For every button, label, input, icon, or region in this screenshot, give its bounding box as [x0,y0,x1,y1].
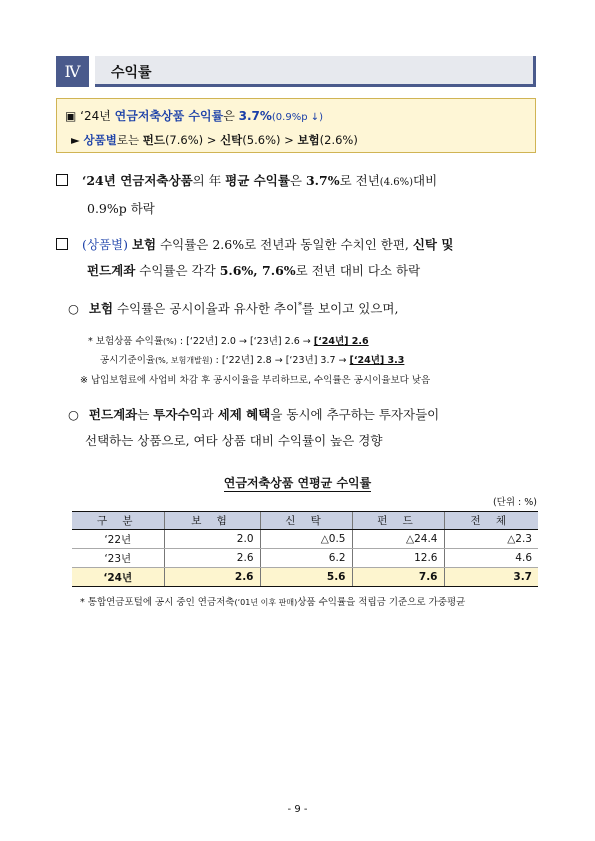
para-text: 5.6%, 7.6% [219,263,296,278]
summary-highlight: 상품별 [83,133,117,147]
footnote-marker: * [298,301,303,310]
circle-bullet-icon: ○ [68,301,79,317]
table-cell: 6.2 [260,549,352,568]
summary-text: (5.6%) > [242,133,298,147]
table-header: 보 험 [164,512,260,530]
para-text: 은 [289,173,306,188]
note-remark: ※ 납입보험료에 사업비 차감 후 공시이율을 부리하므로, 수익률은 공시이율보다 낮음 [80,375,431,386]
table-cell: 12.6 [352,549,444,568]
summary-text: (2.6%) [319,133,358,147]
table-cell: 2.6 [164,568,260,587]
para-text: 0.9%p 하락 [87,201,155,216]
summary-box [56,98,536,153]
bullet-text: 펀드계좌 [88,407,138,422]
returns-table [72,511,538,587]
bullet-text: 수익률은 공시이율과 유사한 추이 [113,301,299,317]
table-cell: 3.7 [444,568,538,587]
summary-item: 보험 [297,133,320,147]
bullet-text: 를 보이고 있으며, [302,301,399,317]
table-unit: (단위 : %) [492,497,537,508]
footnote-text: 상품 수익률을 적립금 기준으로 가중평균 [297,597,466,608]
bullet-text: 과 [201,407,218,422]
bullet-text: 세제 혜택 [217,407,271,422]
table-row [72,549,538,568]
checkbox-square-icon [56,238,68,250]
bullet-text: 는 [137,407,154,422]
table-cell: ‘22년 [72,530,164,549]
table-title-text: 연금저축상품 연평균 수익률 [223,476,372,490]
note-text: : [‘22년] 2.0 → [‘23년] 2.6 → [176,336,314,347]
table-cell: ‘24년 [72,568,164,587]
para-text: (4.6%) [379,177,414,188]
note-text: 공시기준이율 [100,355,156,366]
table-cell: 2.0 [164,530,260,549]
table-cell: △24.4 [352,530,444,549]
bullet-text: 보험 [88,301,114,317]
para-text: 로 전년 대비 다소 하락 [295,263,421,278]
bullet-text: 투자수익 [153,407,202,422]
para-text: 수익률은 각각 [135,263,220,278]
summary-text: ‘24년 [80,109,115,123]
summary-change: (0.9%p ↓) [271,112,324,123]
summary-text: 로는 [116,133,143,147]
bullet-text: 선택하는 상품으로, 여타 상품 대비 수익률이 높은 경향 [85,433,383,448]
paragraph-2 [56,232,546,284]
footnote-text: * 통합연금포털에 공시 중인 연금저축 [80,597,235,608]
section-title: 수익률 [111,65,152,81]
summary-line-1 [65,107,323,124]
table-footnote [80,594,465,608]
note-highlight: [‘24년] 3.3 [349,355,405,366]
para-text: ‘24년 [82,173,121,188]
table-title [0,474,595,491]
bullet-1 [68,293,546,322]
bullet-2 [68,402,546,454]
paragraph-1 [56,168,546,222]
table-cell: ‘23년 [72,549,164,568]
para-text: 대비 [413,173,438,188]
para-text: 의 年 [192,173,226,188]
note-disclosure-rate [100,352,404,366]
footnote-text: (‘01년 이후 판매) [234,598,298,607]
summary-item: 신탁 [220,133,243,147]
summary-highlight: 3.7% [238,109,272,123]
para-text: 신탁 및 [412,237,454,252]
note-highlight: [‘24년] 2.6 [313,336,369,347]
note-text: (%, 보험개발원) [155,356,213,365]
table-cell: △2.3 [444,530,538,549]
para-text: 펀드계좌 [87,263,136,278]
table-cell: 5.6 [260,568,352,587]
para-text: 3.7% [305,173,340,188]
note-text: * 보험상품 수익률 [88,336,164,347]
para-tag: (상품별) [82,237,132,252]
summary-text: 은 [223,109,239,123]
section-title-bar [95,56,536,87]
bullet-text: 을 동시에 추구하는 투자자들이 [270,407,440,422]
note-text: (%) [163,337,177,346]
checkbox-square-icon [56,174,68,186]
arrow-icon: ► [71,133,80,147]
note-text: : [‘22년] 2.8 → [‘23년] 3.7 → [212,355,350,366]
table-cell: 4.6 [444,549,538,568]
table-cell: △0.5 [260,530,352,549]
summary-item: 펀드 [142,133,165,147]
table-header: 펀 드 [352,512,444,530]
section-number: Ⅳ [56,56,89,87]
summary-line-2 [71,132,358,148]
circle-bullet-icon: ○ [68,407,79,422]
section-header [56,56,536,87]
note-insurance-returns [88,333,369,347]
table-header-row [72,512,538,530]
para-text: 보험 [131,237,157,252]
table-row [72,530,538,549]
para-text: 연금저축상품 [120,173,193,188]
page-number: - 9 - [287,804,308,815]
para-text: 평균 수익률 [225,173,290,188]
table-row-highlight [72,568,538,587]
para-text: 로 전년 [339,173,380,188]
table-cell: 7.6 [352,568,444,587]
para-text: 수익률은 2.6%로 전년과 동일한 수치인 한편, [156,237,413,252]
table-header: 전 체 [444,512,538,530]
summary-text: (7.6%) > [164,133,221,147]
summary-highlight: 연금저축상품 수익률 [114,109,224,123]
table-cell: 2.6 [164,549,260,568]
summary-marker: ▣ [65,109,77,123]
table-header: 신 탁 [260,512,352,530]
table-header: 구 분 [72,512,164,530]
